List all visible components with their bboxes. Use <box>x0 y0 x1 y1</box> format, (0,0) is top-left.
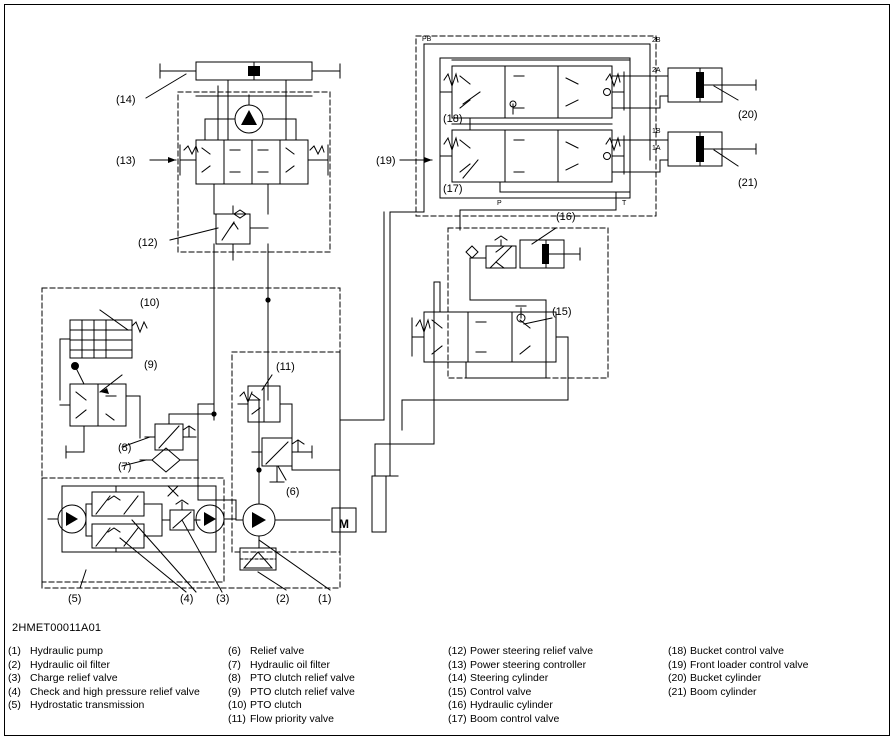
check-high-pressure-relief-valve-a <box>92 492 144 516</box>
callout-12: (12) <box>138 237 158 249</box>
legend-item <box>228 659 448 673</box>
legend-number: (21) <box>668 685 687 698</box>
legend-number: (13) <box>448 658 467 671</box>
legend-number: (8) <box>228 672 241 684</box>
legend-text: Power steering controller <box>470 658 587 671</box>
legend-item <box>448 645 668 659</box>
callout-5: (5) <box>68 593 82 605</box>
legend-number: (1) <box>8 645 21 657</box>
legend-text: Power steering relief valve <box>470 645 594 657</box>
legend-text: Hydrostatic transmission <box>30 699 145 711</box>
legend-number: (12) <box>448 645 467 657</box>
legend-text: Boom cylinder <box>690 685 757 698</box>
port-label-2A: 2A <box>652 67 661 74</box>
legend-text: Relief valve <box>250 645 305 657</box>
callout-leaders <box>80 74 738 592</box>
legend-text: Hydraulic oil filter <box>30 658 110 671</box>
callout-2: (2) <box>276 593 290 605</box>
legend-text: Hydraulic pump <box>30 645 103 657</box>
callout-21: (21) <box>738 177 758 189</box>
legend-number: (14) <box>448 672 467 684</box>
port-label-1A: 1A <box>652 145 661 152</box>
enclosure-transmission-area <box>42 288 340 588</box>
legend-number: (6) <box>228 645 241 657</box>
legend-number: (9) <box>228 685 241 698</box>
boom-control-valve <box>452 130 612 182</box>
legend-text: PTO clutch relief valve <box>250 685 355 698</box>
legend-item <box>228 699 448 713</box>
tank-line-box <box>372 476 386 532</box>
legend-item <box>228 713 448 727</box>
legend-number: (5) <box>8 699 21 711</box>
bucket-control-valve <box>452 66 612 118</box>
legend-item <box>448 659 668 673</box>
legend-number: (7) <box>228 658 241 671</box>
callout-9: (9) <box>144 359 158 371</box>
callout-17: (17) <box>443 183 463 195</box>
callout-3: (3) <box>216 593 230 605</box>
legend-text: Control valve <box>470 685 532 698</box>
motor-label: M <box>339 517 349 531</box>
port-label-T: T <box>622 200 627 207</box>
check-high-pressure-relief-valve-b <box>92 524 144 548</box>
legend-column-3 <box>448 645 668 726</box>
enclosure-pump-group <box>232 352 340 552</box>
callout-18: (18) <box>443 113 463 125</box>
legend-text: Hydraulic cylinder <box>470 699 553 711</box>
enclosure-control-valve <box>448 228 608 378</box>
callout-14: (14) <box>116 94 136 106</box>
control-valve-block <box>424 312 556 362</box>
callout-4: (4) <box>180 593 194 605</box>
legend-column-4 <box>668 645 888 726</box>
legend-column-1 <box>8 645 228 726</box>
legend-item <box>8 699 228 713</box>
legend-number: (4) <box>8 685 21 698</box>
legend-item <box>8 686 228 700</box>
legend-column-2 <box>228 645 448 726</box>
power-steering-relief-valve <box>216 214 250 244</box>
legend-number: (2) <box>8 658 21 671</box>
legend-number: (11) <box>228 712 246 725</box>
legend-text: Charge relief valve <box>30 672 118 684</box>
legend-text: PTO clutch <box>250 699 302 711</box>
port-label-2B: 2B <box>652 37 661 44</box>
drawing-code: 2HMET00011A01 <box>12 622 102 634</box>
legend-item <box>448 699 668 713</box>
legend-text: Check and high pressure relief valve <box>30 685 200 698</box>
callout-11: (11) <box>276 361 295 373</box>
legend-text: Front loader control valve <box>690 658 809 671</box>
legend-number: (10) <box>228 699 247 711</box>
legend-item <box>228 672 448 686</box>
callout-20: (20) <box>738 109 758 121</box>
legend-item <box>448 713 668 727</box>
legend-item <box>228 645 448 659</box>
legend-number: (18) <box>668 645 687 657</box>
port-label-PB: PB <box>422 36 432 43</box>
callout-10: (10) <box>140 297 160 309</box>
legend <box>8 645 888 726</box>
legend-number: (3) <box>8 672 21 684</box>
legend-text: Bucket control valve <box>690 645 784 657</box>
legend-text: Steering cylinder <box>470 672 549 684</box>
legend-item <box>8 672 228 686</box>
callout-1: (1) <box>318 593 332 605</box>
port-label-1B: 1B <box>652 128 661 135</box>
legend-text: Hydraulic oil filter <box>250 658 330 671</box>
legend-item <box>228 686 448 700</box>
valve-block-loader <box>440 58 630 198</box>
legend-item <box>668 686 888 700</box>
callout-13: (13) <box>116 155 136 167</box>
legend-item <box>448 672 668 686</box>
legend-item <box>448 686 668 700</box>
legend-text: PTO clutch relief valve <box>250 672 355 684</box>
legend-text: Boom control valve <box>470 712 560 725</box>
port-label-P: P <box>497 200 502 207</box>
callout-8: (8) <box>118 442 132 454</box>
legend-number: (20) <box>668 672 687 684</box>
hydraulic-oil-filter-7 <box>140 448 198 500</box>
legend-item <box>668 659 888 673</box>
hydrostatic-transmission-block <box>62 486 216 552</box>
legend-text: Bucket cylinder <box>690 672 762 684</box>
callout-7: (7) <box>118 461 132 473</box>
callout-19: (19) <box>376 155 396 167</box>
legend-number: (17) <box>448 712 467 725</box>
legend-item <box>8 659 228 673</box>
legend-number: (15) <box>448 685 467 698</box>
legend-item <box>668 645 888 659</box>
legend-number: (19) <box>668 658 687 671</box>
callout-6: (6) <box>286 486 300 498</box>
callout-16: (16) <box>556 211 576 223</box>
callout-15: (15) <box>552 306 572 318</box>
legend-item <box>8 645 228 659</box>
legend-number: (16) <box>448 699 467 711</box>
legend-text: Flow priority valve <box>250 712 335 725</box>
enclosure-hydrostatic-transmission <box>42 478 224 582</box>
legend-item <box>668 672 888 686</box>
